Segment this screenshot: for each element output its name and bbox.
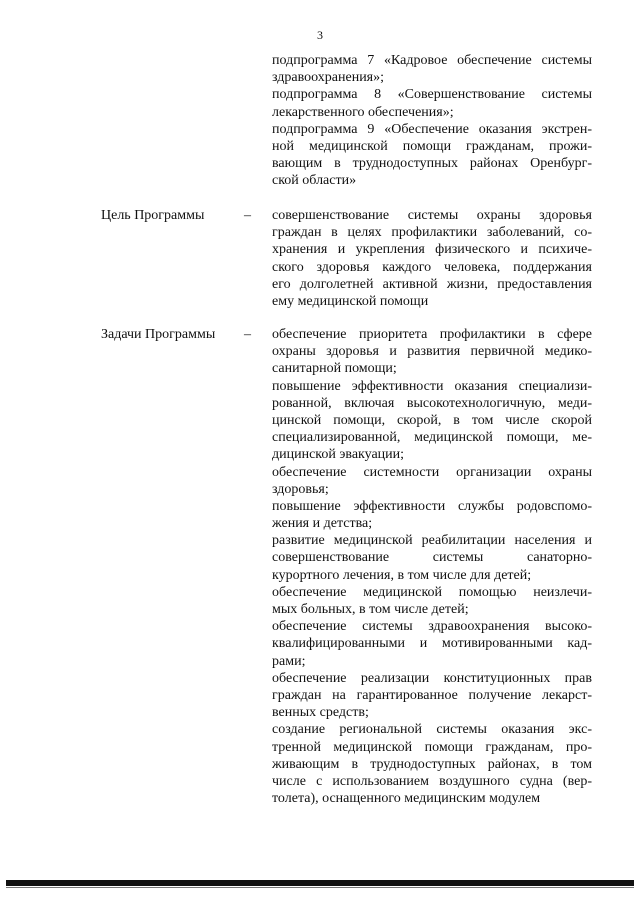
goal-text: [272, 207, 592, 310]
subprogram-line: подпрограмма 9 «Обеспечение оказания экстрен-: [272, 121, 592, 137]
task-line: квалифицированными и мотивированными кад-: [272, 636, 592, 652]
task-line: мых больных, в том числе детей;: [272, 602, 469, 617]
subprogram-item: [272, 52, 592, 86]
task-item: [272, 326, 592, 378]
subprogram-item: [272, 86, 592, 120]
task-line: специализированной, медицинской помощи, ме-: [272, 430, 592, 446]
goal-line: совершенствование системы охраны здоровья: [272, 208, 592, 223]
subprogram-line: ской области»: [272, 173, 357, 189]
task-line: жения и детства;: [272, 516, 373, 532]
task-line: числе с использованием воздушного судна (вер-: [272, 773, 592, 789]
goal-line: граждан в целях профилактики заболеваний, со-: [272, 225, 592, 241]
task-line: повышение эффективности службы родовспомо-: [272, 498, 592, 514]
subprogram-line: ной медицинской помощи гражданам, прожи-: [272, 138, 592, 154]
tasks-dash: –: [244, 327, 251, 342]
task-item: [272, 721, 592, 807]
task-item: [272, 498, 592, 532]
subprogram-line: здравоохранения»;: [272, 70, 385, 86]
goal-line: хранения и укрепления физического и психиче-: [272, 242, 592, 258]
task-line: дицинской эвакуации;: [272, 447, 405, 463]
goal-line: ского здоровья каждого человека, поддержания: [272, 259, 592, 275]
task-line: совершенствование системы санаторно-: [272, 550, 592, 566]
subprogram-line: лекарственного обеспечения»;: [272, 104, 454, 120]
task-line: здоровья;: [272, 481, 329, 497]
task-item: [272, 378, 592, 464]
task-line: курортного лечения, в том числе для детей;: [272, 567, 532, 583]
page-bottom-rule: [6, 880, 634, 886]
task-line: рованной, включая высокотехнологичную, меди-: [272, 395, 592, 411]
task-line: граждан на гарантированное получение лекарст-: [272, 687, 592, 703]
task-line: тренной медицинской помощи гражданам, про-: [272, 739, 592, 755]
subprogram-line: подпрограмма 7 «Кадровое обеспечение системы: [272, 53, 592, 68]
task-line: венных средств;: [272, 705, 369, 721]
task-item: [272, 532, 592, 584]
task-item: [272, 670, 592, 722]
task-line: обеспечение реализации конституционных прав: [272, 670, 592, 686]
page-number: 3: [317, 28, 323, 42]
tasks-list: [272, 326, 592, 807]
task-line: повышение эффективности оказания специализи-: [272, 378, 592, 394]
task-line: создание региональной системы оказания экс-: [272, 722, 592, 738]
task-line: толета), оснащенного медицинским модулем: [272, 791, 541, 807]
task-line: живающим в труднодоступных районах, в том: [272, 756, 592, 772]
task-line: санитарной помощи;: [272, 361, 397, 377]
tasks-label: Задачи Программы: [101, 327, 216, 342]
task-line: обеспечение медицинской помощью неизлечи-: [272, 584, 592, 600]
task-line: обеспечение системности организации охраны: [272, 464, 592, 480]
task-line: обеспечение приоритета профилактики в сфере: [272, 327, 592, 342]
subprogram-line: вающим в труднодоступных районах Оренбург-: [272, 156, 592, 172]
task-line: рами;: [272, 653, 306, 669]
goal-line: ему медицинской помощи: [272, 293, 429, 309]
task-item: [272, 464, 592, 498]
page-bottom-rule-thin: [6, 887, 634, 888]
subprograms-list: [272, 52, 592, 190]
goal-item: [272, 207, 592, 310]
subprogram-line: подпрограмма 8 «Совершенствование системы: [272, 87, 592, 103]
goal-label: Цель Программы: [101, 208, 205, 223]
task-line: охраны здоровья и развития первичной медико-: [272, 344, 592, 360]
task-line: цинской помощи, скорой, в том числе скорой: [272, 412, 592, 428]
task-line: развитие медицинской реабилитации населения и: [272, 533, 592, 549]
task-item: [272, 584, 592, 618]
subprogram-item: [272, 121, 592, 190]
goal-line: его долголетней активной жизни, предоставления: [272, 276, 592, 292]
task-line: обеспечение системы здравоохранения высоко-: [272, 619, 592, 635]
task-item: [272, 618, 592, 670]
goal-dash: –: [244, 208, 251, 223]
